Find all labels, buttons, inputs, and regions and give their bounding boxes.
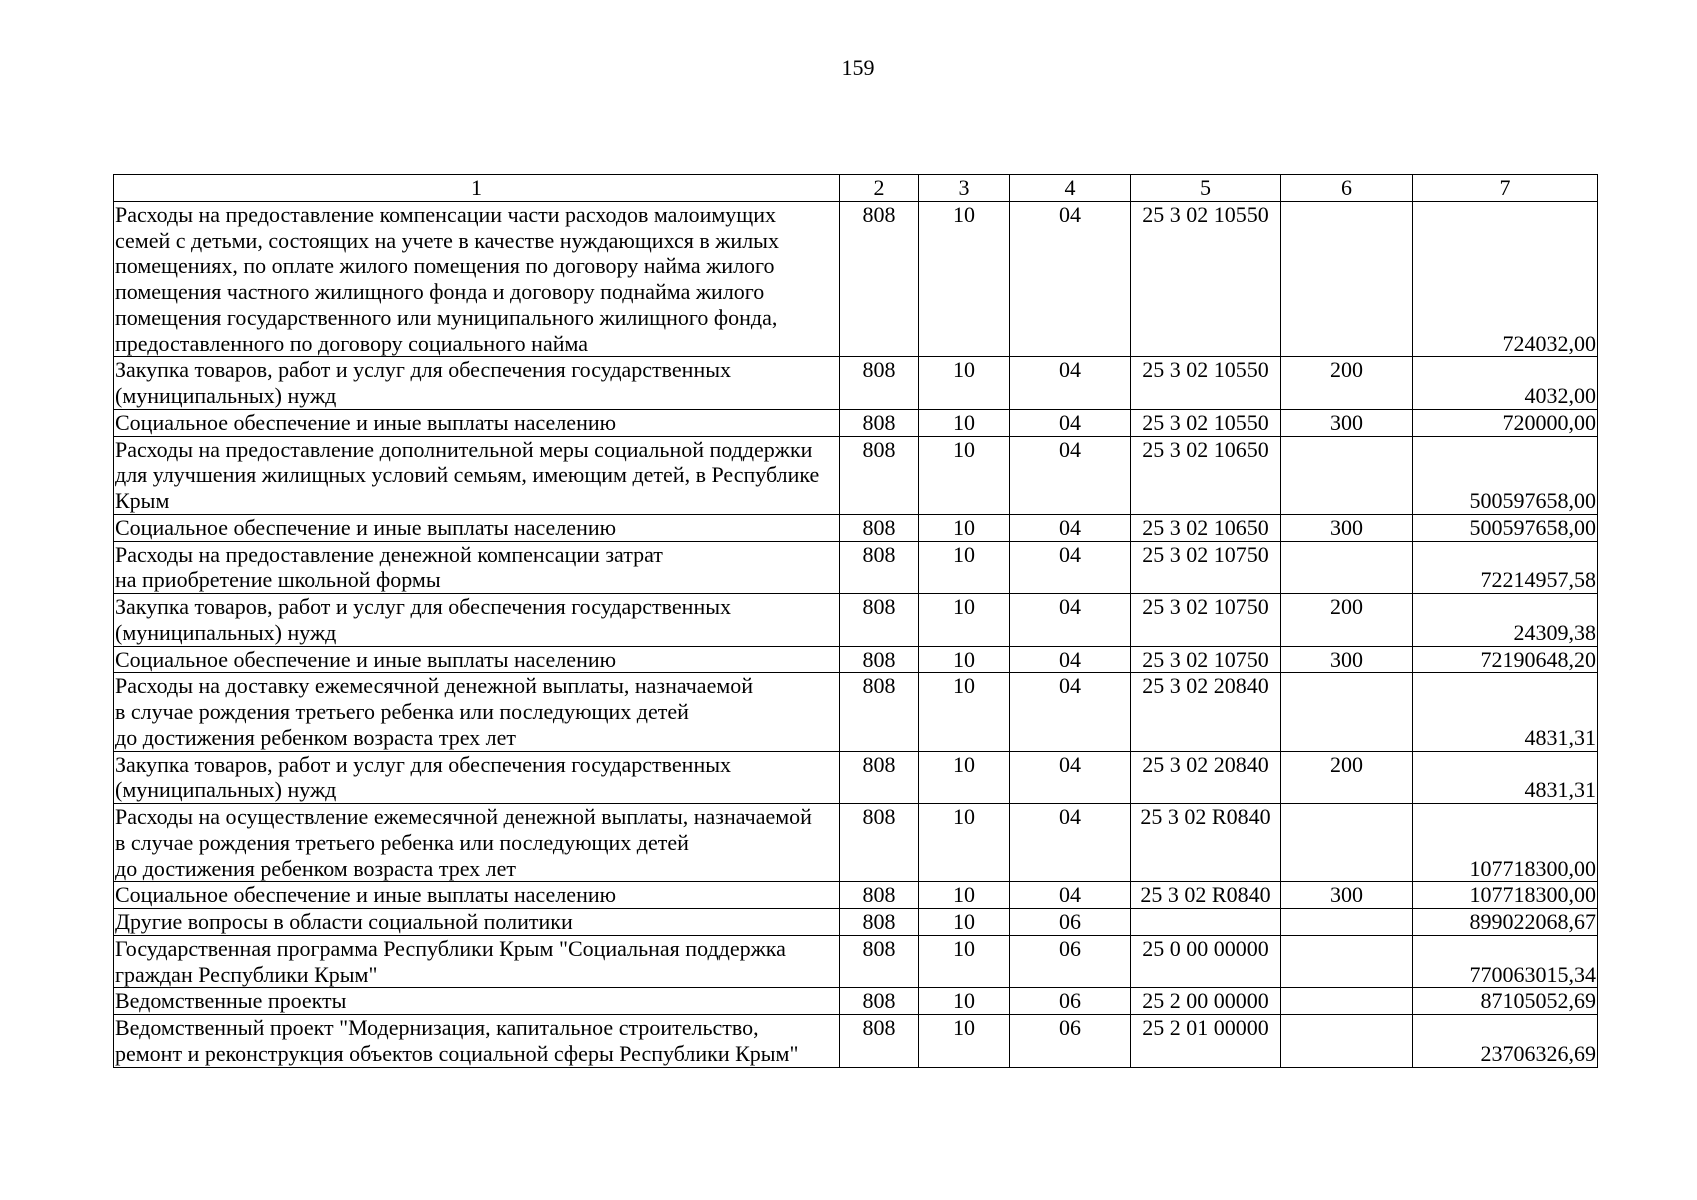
name-cell: Ведомственный проект "Модернизация, капитальное строительство, ремонт и реконструкция объектов социальной сферы Республики Крым" bbox=[114, 1015, 840, 1068]
table-row bbox=[114, 909, 1598, 936]
section-cell: 10 bbox=[919, 1015, 1010, 1068]
target-item-cell: 25 3 02 10550 bbox=[1131, 409, 1281, 436]
section-cell: 10 bbox=[919, 541, 1010, 594]
amount-cell: 899022068,67 bbox=[1413, 909, 1598, 936]
ministry-code-cell: 808 bbox=[840, 436, 919, 514]
column-number-header: 5 bbox=[1131, 175, 1281, 202]
ministry-code-cell: 808 bbox=[840, 673, 919, 751]
name-cell: Расходы на осуществление ежемесячной денежной выплаты, назначаемой в случае рождения третьего ребенка или последующих детей до достижения ребенком возраста трех лет bbox=[114, 804, 840, 882]
subsection-cell: 04 bbox=[1010, 646, 1131, 673]
target-item-cell: 25 0 00 00000 bbox=[1131, 935, 1281, 988]
ministry-code-cell: 808 bbox=[840, 409, 919, 436]
section-cell: 10 bbox=[919, 673, 1010, 751]
expense-type-cell: 200 bbox=[1281, 751, 1413, 804]
column-number-header: 3 bbox=[919, 175, 1010, 202]
expense-type-cell: 300 bbox=[1281, 882, 1413, 909]
name-cell: Расходы на доставку ежемесячной денежной выплаты, назначаемой в случае рождения третьего ребенка или последующих детей до достижения ребенком возраста трех лет bbox=[114, 673, 840, 751]
section-cell: 10 bbox=[919, 436, 1010, 514]
ministry-code-cell: 808 bbox=[840, 514, 919, 541]
name-cell: Другие вопросы в области социальной политики bbox=[114, 909, 840, 936]
section-cell: 10 bbox=[919, 804, 1010, 882]
expense-type-cell bbox=[1281, 909, 1413, 936]
expense-type-cell bbox=[1281, 1015, 1413, 1068]
amount-cell: 500597658,00 bbox=[1413, 436, 1598, 514]
page-number: 159 bbox=[841, 55, 875, 80]
name-cell: Государственная программа Республики Крым "Социальная поддержка граждан Республики Крым" bbox=[114, 935, 840, 988]
amount-cell: 24309,38 bbox=[1413, 594, 1598, 647]
name-cell: Расходы на предоставление дополнительной меры социальной поддержки для улучшения жилищных условий семьям, имеющим детей, в Республике Крым bbox=[114, 436, 840, 514]
subsection-cell: 06 bbox=[1010, 988, 1131, 1015]
subsection-cell: 06 bbox=[1010, 935, 1131, 988]
subsection-cell: 04 bbox=[1010, 514, 1131, 541]
expense-type-cell: 300 bbox=[1281, 409, 1413, 436]
amount-cell: 72214957,58 bbox=[1413, 541, 1598, 594]
target-item-cell: 25 2 01 00000 bbox=[1131, 1015, 1281, 1068]
section-cell: 10 bbox=[919, 909, 1010, 936]
ministry-code-cell: 808 bbox=[840, 909, 919, 936]
subsection-cell: 04 bbox=[1010, 882, 1131, 909]
target-item-cell: 25 3 02 10750 bbox=[1131, 541, 1281, 594]
subsection-cell: 04 bbox=[1010, 201, 1131, 357]
table-row bbox=[114, 751, 1598, 804]
ministry-code-cell: 808 bbox=[840, 357, 919, 410]
target-item-cell: 25 3 02 10550 bbox=[1131, 201, 1281, 357]
expense-type-cell: 300 bbox=[1281, 646, 1413, 673]
subsection-cell: 04 bbox=[1010, 409, 1131, 436]
section-cell: 10 bbox=[919, 751, 1010, 804]
ministry-code-cell: 808 bbox=[840, 935, 919, 988]
ministry-code-cell: 808 bbox=[840, 882, 919, 909]
name-cell: Социальное обеспечение и иные выплаты населению bbox=[114, 514, 840, 541]
expense-type-cell bbox=[1281, 541, 1413, 594]
subsection-cell: 04 bbox=[1010, 751, 1131, 804]
amount-cell: 500597658,00 bbox=[1413, 514, 1598, 541]
table-row bbox=[114, 409, 1598, 436]
section-cell: 10 bbox=[919, 935, 1010, 988]
table-row bbox=[114, 436, 1598, 514]
expense-type-cell bbox=[1281, 935, 1413, 988]
ministry-code-cell: 808 bbox=[840, 201, 919, 357]
ministry-code-cell: 808 bbox=[840, 804, 919, 882]
expense-type-cell: 200 bbox=[1281, 357, 1413, 410]
amount-cell: 72190648,20 bbox=[1413, 646, 1598, 673]
table-row bbox=[114, 541, 1598, 594]
table-row bbox=[114, 646, 1598, 673]
column-number-header: 7 bbox=[1413, 175, 1598, 202]
target-item-cell: 25 3 02 10650 bbox=[1131, 514, 1281, 541]
section-cell: 10 bbox=[919, 988, 1010, 1015]
target-item-cell: 25 3 02 10650 bbox=[1131, 436, 1281, 514]
amount-cell: 87105052,69 bbox=[1413, 988, 1598, 1015]
amount-cell: 724032,00 bbox=[1413, 201, 1598, 357]
table-row bbox=[114, 935, 1598, 988]
target-item-cell: 25 3 02 R0840 bbox=[1131, 804, 1281, 882]
name-cell: Закупка товаров, работ и услуг для обеспечения государственных (муниципальных) нужд bbox=[114, 751, 840, 804]
target-item-cell: 25 3 02 10750 bbox=[1131, 646, 1281, 673]
target-item-cell: 25 3 02 20840 bbox=[1131, 673, 1281, 751]
ministry-code-cell: 808 bbox=[840, 646, 919, 673]
ministry-code-cell: 808 bbox=[840, 1015, 919, 1068]
target-item-cell: 25 3 02 20840 bbox=[1131, 751, 1281, 804]
table-row bbox=[114, 201, 1598, 357]
expense-type-cell bbox=[1281, 436, 1413, 514]
section-cell: 10 bbox=[919, 882, 1010, 909]
expense-type-cell bbox=[1281, 804, 1413, 882]
amount-cell: 770063015,34 bbox=[1413, 935, 1598, 988]
amount-cell: 107718300,00 bbox=[1413, 882, 1598, 909]
amount-cell: 4831,31 bbox=[1413, 751, 1598, 804]
column-number-header: 1 bbox=[114, 175, 840, 202]
subsection-cell: 04 bbox=[1010, 804, 1131, 882]
name-cell: Социальное обеспечение и иные выплаты населению bbox=[114, 646, 840, 673]
amount-cell: 720000,00 bbox=[1413, 409, 1598, 436]
amount-cell: 4831,31 bbox=[1413, 673, 1598, 751]
subsection-cell: 04 bbox=[1010, 594, 1131, 647]
table-row bbox=[114, 357, 1598, 410]
table-row bbox=[114, 673, 1598, 751]
section-cell: 10 bbox=[919, 357, 1010, 410]
target-item-cell: 25 3 02 10750 bbox=[1131, 594, 1281, 647]
table-row bbox=[114, 804, 1598, 882]
section-cell: 10 bbox=[919, 409, 1010, 436]
target-item-cell bbox=[1131, 909, 1281, 936]
budget-table bbox=[113, 174, 1598, 1068]
subsection-cell: 04 bbox=[1010, 541, 1131, 594]
amount-cell: 4032,00 bbox=[1413, 357, 1598, 410]
table-row bbox=[114, 594, 1598, 647]
subsection-cell: 04 bbox=[1010, 357, 1131, 410]
subsection-cell: 04 bbox=[1010, 673, 1131, 751]
target-item-cell: 25 3 02 10550 bbox=[1131, 357, 1281, 410]
header-row bbox=[114, 175, 1598, 202]
section-cell: 10 bbox=[919, 201, 1010, 357]
section-cell: 10 bbox=[919, 514, 1010, 541]
subsection-cell: 04 bbox=[1010, 436, 1131, 514]
name-cell: Закупка товаров, работ и услуг для обеспечения государственных (муниципальных) нужд bbox=[114, 594, 840, 647]
subsection-cell: 06 bbox=[1010, 1015, 1131, 1068]
amount-cell: 23706326,69 bbox=[1413, 1015, 1598, 1068]
amount-cell: 107718300,00 bbox=[1413, 804, 1598, 882]
ministry-code-cell: 808 bbox=[840, 541, 919, 594]
table-row bbox=[114, 514, 1598, 541]
name-cell: Расходы на предоставление денежной компенсации затрат на приобретение школьной формы bbox=[114, 541, 840, 594]
column-number-header: 6 bbox=[1281, 175, 1413, 202]
table-row bbox=[114, 1015, 1598, 1068]
column-number-header: 4 bbox=[1010, 175, 1131, 202]
name-cell: Ведомственные проекты bbox=[114, 988, 840, 1015]
expense-type-cell: 200 bbox=[1281, 594, 1413, 647]
name-cell: Закупка товаров, работ и услуг для обеспечения государственных (муниципальных) нужд bbox=[114, 357, 840, 410]
ministry-code-cell: 808 bbox=[840, 988, 919, 1015]
expense-type-cell bbox=[1281, 201, 1413, 357]
ministry-code-cell: 808 bbox=[840, 594, 919, 647]
target-item-cell: 25 2 00 00000 bbox=[1131, 988, 1281, 1015]
expense-type-cell bbox=[1281, 673, 1413, 751]
table-row bbox=[114, 988, 1598, 1015]
subsection-cell: 06 bbox=[1010, 909, 1131, 936]
name-cell: Социальное обеспечение и иные выплаты населению bbox=[114, 882, 840, 909]
ministry-code-cell: 808 bbox=[840, 751, 919, 804]
expense-type-cell: 300 bbox=[1281, 514, 1413, 541]
name-cell: Социальное обеспечение и иные выплаты населению bbox=[114, 409, 840, 436]
target-item-cell: 25 3 02 R0840 bbox=[1131, 882, 1281, 909]
name-cell: Расходы на предоставление компенсации части расходов малоимущих семей с детьми, состоящих на учете в качестве нуждающихся в жилых помещениях, по оплате жилого помещения по договору найма жилого помещения частного жилищного фонда и договору поднайма жилого помещения государственного или муниципального жилищного фонда, предоставленного по договору социального найма bbox=[114, 201, 840, 357]
section-cell: 10 bbox=[919, 646, 1010, 673]
expense-type-cell bbox=[1281, 988, 1413, 1015]
column-number-header: 2 bbox=[840, 175, 919, 202]
table-row bbox=[114, 882, 1598, 909]
section-cell: 10 bbox=[919, 594, 1010, 647]
